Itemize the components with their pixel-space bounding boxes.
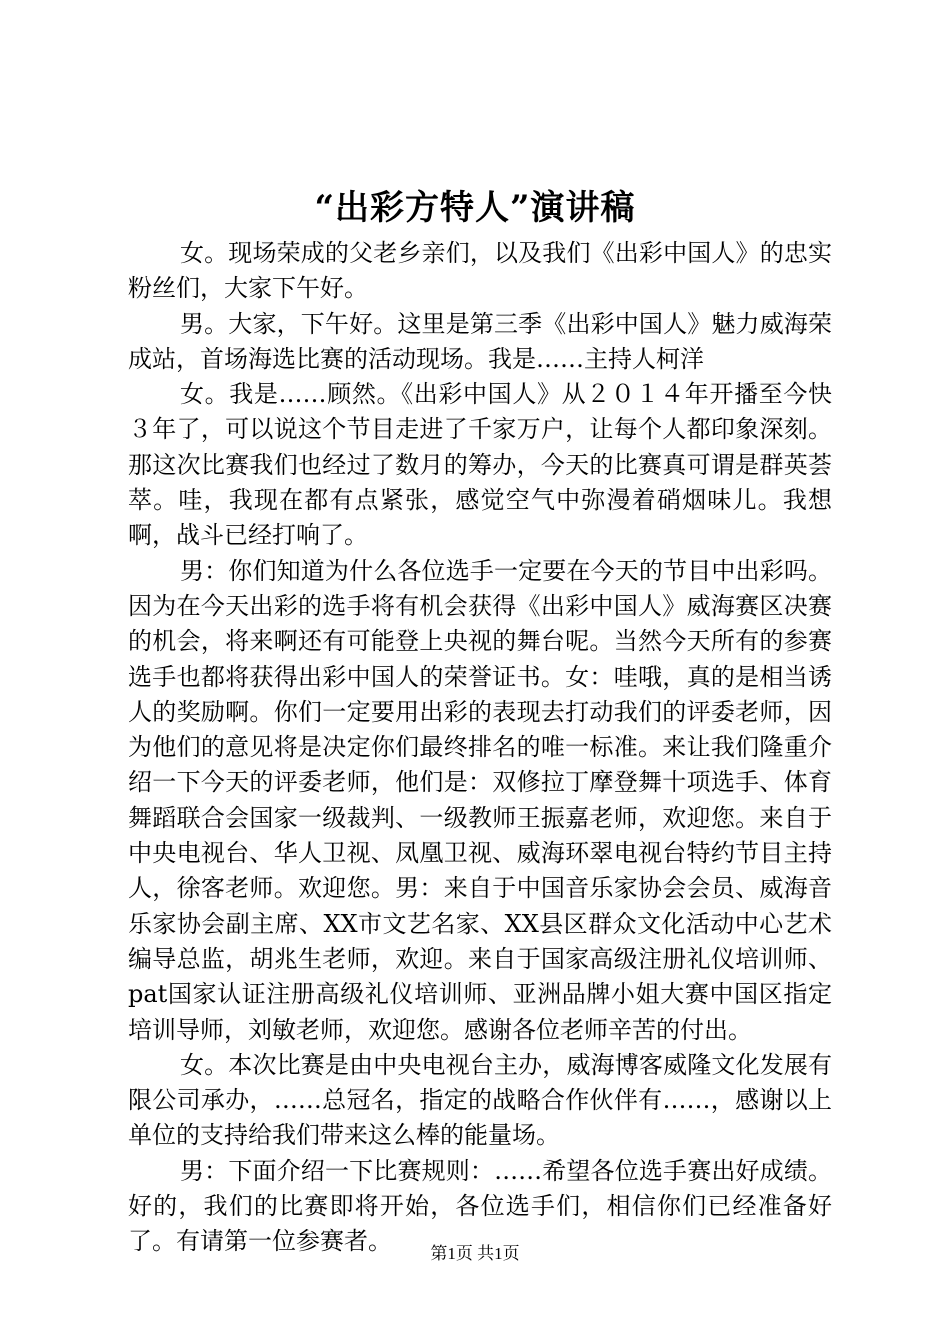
- document-body: [128, 236, 832, 1260]
- paragraph-5: 女。本次比赛是由中央电视台主办，威海博客威隆文化发展有限公司承办，……总冠名，指定的战略合作伙伴有……，感谢以上单位的支持给我们带来这么棒的能量场。: [128, 1050, 832, 1150]
- document-title: “出彩方特人”演讲稿: [314, 188, 636, 228]
- paragraph-1: 女。现场荣成的父老乡亲们，以及我们《出彩中国人》的忠实粉丝们，大家下午好。: [128, 239, 832, 303]
- page-footer: 第1页 共1页: [430, 1244, 520, 1263]
- paragraph-2: 男。大家，下午好。这里是第三季《出彩中国人》魅力威海荣成站，首场海选比赛的活动现场。我是……主持人柯洋: [128, 309, 832, 373]
- paragraph-4: 男：你们知道为什么各位选手一定要在今天的节目中出彩吗。因为在今天出彩的选手将有机会获得《出彩中国人》威海赛区决赛的机会，将来啊还有可能登上央视的舞台呢。当然今天所有的参赛选手也都将获得出彩中国人的荣誉证书。女：哇哦，真的是相当诱人的奖励啊。你们一定要用出彩的表现去打动我们的评委老师，因为他们的意见将是决定你们最终排名的唯一标准。来让我们隆重介绍一下今天的评委老师，他们是：双修拉丁摩登舞十项选手、体育舞蹈联合会国家一级裁判、一级教师王振嘉老师，欢迎您。来自于中央电视台、华人卫视、凤凰卫视、威海环翠电视台特约节目主持人，徐客老师。欢迎您。男：来自于中国音乐家协会会员、威海音乐家协会副主席、XX市文艺名家、XX县区群众文化活动中心艺术编导总监，胡兆生老师，欢迎。来自于国家高级注册礼仪培训师、pat国家认证注册高级礼仪培训师、亚洲品牌小姐大赛中国区指定培训导师，刘敏老师，欢迎您。感谢各位老师辛苦的付出。: [128, 556, 832, 1044]
- paragraph-3: 女。我是……顾然。《出彩中国人》从２０１４年开播至今快３年了，可以说这个节目走进了千家万户，让每个人都印象深刻。那这次比赛我们也经过了数月的筹办，今天的比赛真可谓是群英荟萃。哇，我现在都有点紧张，感觉空气中弥漫着硝烟味儿。我想啊，战斗已经打响了。: [128, 380, 832, 550]
- paragraph-6: 男：下面介绍一下比赛规则：……希望各位选手赛出好成绩。好的，我们的比赛即将开始，各位选手们，相信你们已经准备好了。有请第一位参赛者。: [128, 1156, 832, 1256]
